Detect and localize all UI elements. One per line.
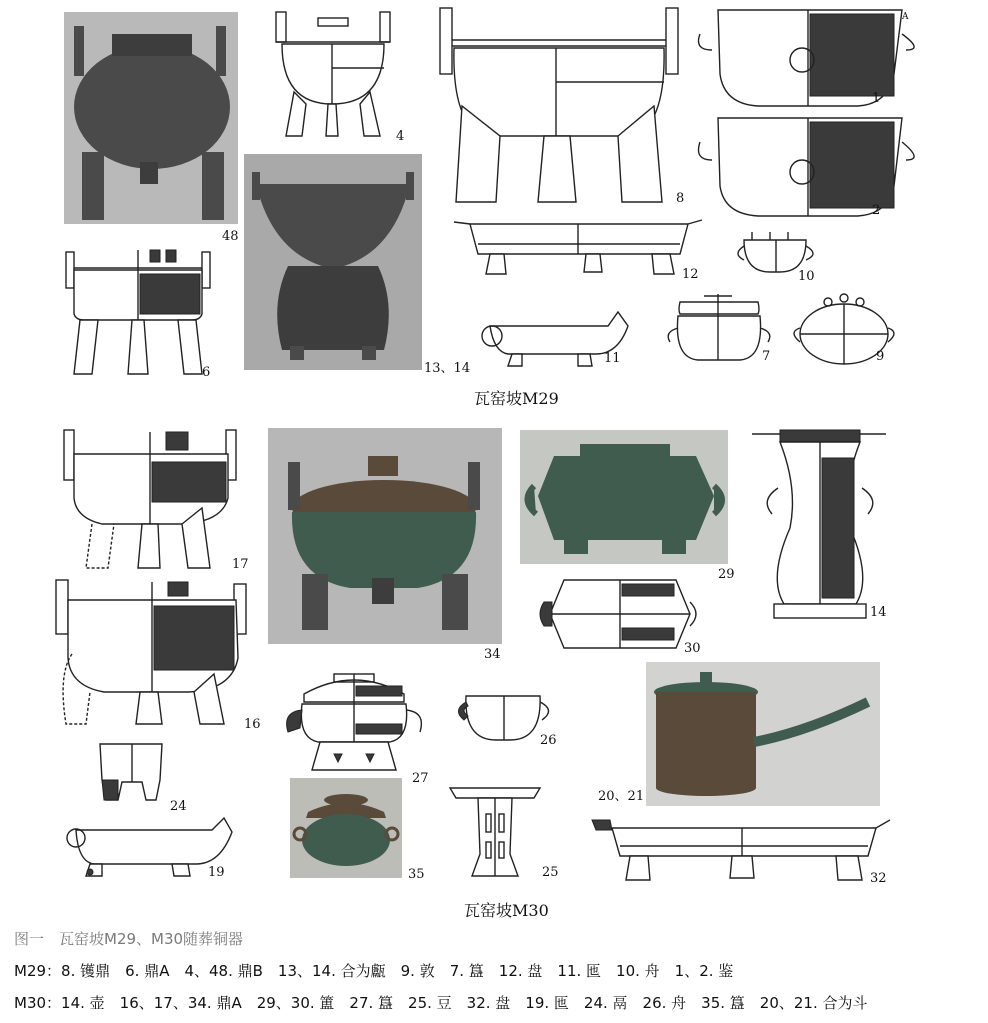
label-34: 34 bbox=[484, 647, 501, 662]
drawing-huoding-8 bbox=[436, 6, 686, 206]
drawing-dou-25 bbox=[448, 784, 542, 880]
drawing-li-24 bbox=[96, 742, 168, 804]
label-7: 7 bbox=[762, 349, 771, 364]
drawing-pan-32 bbox=[590, 816, 896, 886]
drawing-ding-4 bbox=[272, 8, 394, 138]
group-title-m30: 瓦窑坡M30 bbox=[464, 901, 549, 920]
figure-caption-m29: M29：8. 镬鼎 6. 鼎A 4、48. 鼎B 13、14. 合为甗 9. 敦 7. 簋 12. 盘 11. 匜 10. 舟 1、2. 鉴 bbox=[14, 962, 734, 980]
label-14: 14 bbox=[870, 605, 887, 620]
label-30: 30 bbox=[684, 641, 701, 656]
label-19: 19 bbox=[208, 865, 225, 880]
dou-20-21-silhouette bbox=[646, 662, 880, 806]
ding-48-silhouette bbox=[64, 12, 238, 224]
figure-caption-m30: M30：14. 壶 16、17、34. 鼎A 29、30. 簠 27. 簋 25. 豆 32. 盘 19. 匜 24. 鬲 26. 舟 35. 簋 20、21. 合为斗 bbox=[14, 994, 868, 1012]
label-16: 16 bbox=[244, 717, 261, 732]
photo-gui-35 bbox=[290, 778, 402, 878]
label-4: 4 bbox=[396, 129, 405, 144]
label-29: 29 bbox=[718, 567, 735, 582]
drawing-gui-27 bbox=[278, 672, 430, 774]
drawing-hu-14 bbox=[752, 428, 886, 620]
label-35: 35 bbox=[408, 867, 425, 882]
label-48: 48 bbox=[222, 229, 239, 244]
label-6: 6 bbox=[202, 365, 211, 380]
label-17: 17 bbox=[232, 557, 249, 572]
label-25: 25 bbox=[542, 865, 559, 880]
label-1: 1 bbox=[872, 91, 881, 106]
photo-ding-48 bbox=[64, 12, 238, 224]
label-20-21: 20、21 bbox=[598, 789, 645, 804]
label-8: 8 bbox=[676, 191, 685, 206]
drawing-pan-12 bbox=[452, 216, 706, 280]
label-a: A bbox=[902, 12, 909, 22]
photo-dou-20-21 bbox=[646, 662, 880, 806]
photo-ding-34 bbox=[268, 428, 502, 644]
label-27: 27 bbox=[412, 771, 429, 786]
label-24: 24 bbox=[170, 799, 187, 814]
label-11: 11 bbox=[604, 351, 621, 366]
figure-caption-title: 图一 瓦窑坡M29、M30随葬铜器 bbox=[14, 930, 244, 948]
photo-fu-29 bbox=[520, 430, 728, 564]
label-9: 9 bbox=[876, 349, 885, 364]
label-10: 10 bbox=[798, 269, 815, 284]
label-2: 2 bbox=[872, 203, 881, 218]
label-13-14: 13、14 bbox=[424, 361, 471, 376]
group-title-m29: 瓦窑坡M29 bbox=[474, 389, 559, 408]
drawing-gui-7 bbox=[660, 292, 778, 364]
drawing-jian-1 bbox=[698, 4, 920, 106]
gui-35-silhouette bbox=[290, 778, 402, 878]
photo-yan-13-14 bbox=[244, 154, 422, 370]
label-26: 26 bbox=[540, 733, 557, 748]
ding-34-silhouette bbox=[268, 428, 502, 644]
drawing-ding-16 bbox=[54, 578, 250, 730]
yan-13-14-silhouette bbox=[244, 154, 422, 370]
drawing-ding-17 bbox=[62, 428, 240, 570]
fu-29-silhouette bbox=[520, 430, 728, 564]
drawing-fu-30 bbox=[540, 574, 700, 654]
label-12: 12 bbox=[682, 267, 699, 282]
drawing-ding-6 bbox=[62, 246, 216, 378]
label-32: 32 bbox=[870, 871, 887, 886]
drawing-jian-2 bbox=[698, 112, 920, 218]
